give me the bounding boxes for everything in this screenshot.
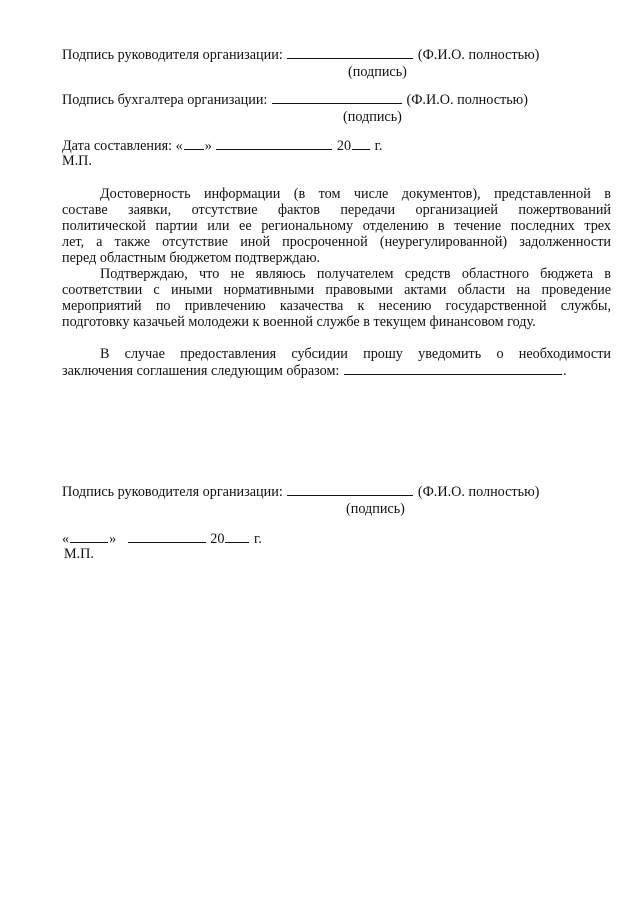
- head-signature-line: [62, 46, 539, 63]
- paragraph-line: перед областным бюджетом подтверждаю.: [62, 250, 321, 266]
- paragraph-line: подготовку казачьей молодежи к военной службе в текущем финансовом году.: [62, 314, 536, 330]
- accountant-signature-line: [62, 91, 528, 108]
- paragraph-reliability: [62, 186, 611, 266]
- final-date-line: [62, 530, 262, 547]
- paragraph-line: составе заявки, отсутствие фактов передачи организацией пожертвований: [62, 202, 611, 218]
- paragraph-line: соответствии с иными нормативными правовыми актами области на проведение: [62, 282, 611, 298]
- final-date-day-blank[interactable]: [70, 530, 108, 543]
- paragraph-line: мероприятий по привлечению казачества к несению государственной службы,: [62, 298, 611, 314]
- paragraph-line: политической партии или ее региональному отделению в течение последних трех: [62, 218, 611, 234]
- compile-date-year-blank[interactable]: [352, 137, 370, 150]
- head-signature-label: Подпись руководителя организации:: [62, 47, 283, 63]
- compile-date-day-blank[interactable]: [184, 137, 204, 150]
- compile-date-label: Дата составления: «: [62, 138, 183, 154]
- final-date-year-prefix: 20: [210, 531, 225, 547]
- final-date-open-quote: «: [62, 531, 70, 547]
- compile-date-line: [62, 137, 382, 154]
- head-signature-caption: (подпись): [348, 64, 407, 80]
- accountant-signature-caption: (подпись): [343, 109, 402, 125]
- paragraph-line: Достоверность информации (в том числе документов), представленной в: [100, 186, 611, 202]
- accountant-fio-note: (Ф.И.О. полностью): [406, 92, 529, 108]
- notification-period: .: [562, 363, 567, 379]
- final-date-month-blank[interactable]: [128, 530, 206, 543]
- accountant-signature-blank[interactable]: [272, 91, 402, 104]
- paragraph-line: Подтверждаю, что не являюсь получателем средств областного бюджета в: [100, 266, 611, 282]
- notification-label: заключения соглашения следующим образом:: [62, 363, 340, 379]
- paragraph-line-with-blank: [62, 362, 611, 379]
- notification-method-blank[interactable]: [344, 362, 562, 375]
- paragraph-line: лет, а также отсутствие иной просроченной (неурегулированной) задолженности: [62, 234, 611, 250]
- final-head-signature-caption: (подпись): [346, 501, 405, 517]
- final-head-signature-label: Подпись руководителя организации:: [62, 484, 283, 500]
- final-date-year-suffix: г.: [254, 531, 262, 547]
- final-head-signature-blank[interactable]: [287, 483, 413, 496]
- head-fio-note: (Ф.И.О. полностью): [417, 47, 540, 63]
- stamp-place-1: М.П.: [62, 153, 92, 169]
- compile-date-year-prefix: 20: [336, 138, 352, 154]
- compile-date-month-blank[interactable]: [216, 137, 332, 150]
- date-quote-close: »: [204, 138, 212, 154]
- head-signature-blank[interactable]: [287, 46, 413, 59]
- compile-date-year-suffix: г.: [374, 138, 383, 154]
- final-date-close-quote: »: [109, 531, 117, 547]
- final-head-fio-note: (Ф.И.О. полностью): [417, 484, 540, 500]
- final-head-signature-line: [62, 483, 539, 500]
- paragraph-line: В случае предоставления субсидии прошу уведомить о необходимости: [100, 346, 611, 362]
- paragraph-notification: [62, 346, 611, 379]
- final-date-year-blank[interactable]: [225, 530, 249, 543]
- paragraph-confirmation: [62, 266, 611, 330]
- stamp-place-2: М.П.: [64, 546, 94, 562]
- accountant-signature-label: Подпись бухгалтера организации:: [62, 92, 268, 108]
